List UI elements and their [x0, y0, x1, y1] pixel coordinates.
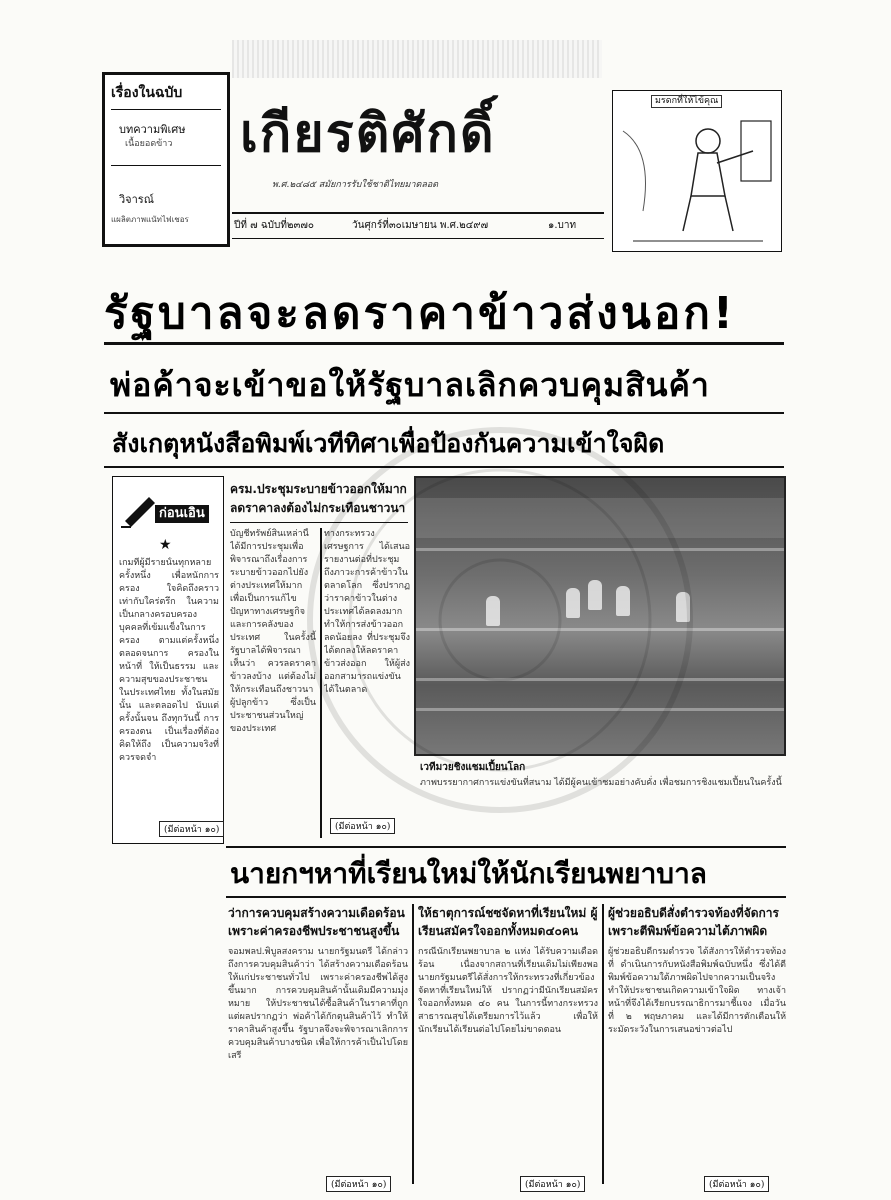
masthead	[232, 40, 607, 250]
photo-caption-body: ภาพบรรยากาศการแข่งขันที่สนาม ได้มีผู้คนเข้าชมอย่างคับคั่ง เพื่อชมการชิงแชมเปี้ยนในครั้งนี้	[420, 778, 782, 788]
rice-body-a: บัญชีทรัพย์สินเหล่านี้ ได้มีการประชุมเพื่อพิจารณาถึงเรื่องการระบายข้าวออกไปยังต่างประเทศให้มาก เพื่อเป็นการแก้ไขปัญหาทางเศรษฐกิจ และการคลังของประเทศ ในครั้งนี้ รัฐบาลได้พิจารณาเห็นว่า ควรลดราคาข้าวลงบ้าง แต่ต้องไม่ให้กระเทือนถึงชาวนา ผู้ปลูกข้าว ซึ่งเป็นประชาชนส่วนใหญ่ของประเทศ	[230, 529, 316, 734]
column-left-continued[interactable]: (มีต่อหน้า ๑๐)	[159, 821, 224, 837]
bottom-col1-headline: ว่าการควบคุมสร้างความเดือดร้อน เพราะค่าครองชีพประชาชนสูงขึ้น	[228, 906, 405, 938]
bottom-col2-body: กรณีนักเรียนพยาบาล ๒ แห่ง ได้รับความเดือดร้อน เนื่องจากสถานที่เรียนเดิมไม่เพียงพอ นายกรัฐมนตรีได้สั่งการให้กระทรวงที่เกี่ยวข้องจัดหาที่เรียนใหม่ให้ ปรากฏว่ามีนักเรียนสมัครใจออกทั้งหมด ๔๐ คน ในการนี้ทางกระทรวงสาธารณสุขได้เตรียมการไว้แล้ว เพื่อให้นักเรียนได้เรียนต่อไปโดยไม่ขาดตอน	[418, 947, 598, 1035]
star-icon: ★	[159, 537, 172, 553]
contents-box	[102, 72, 230, 247]
headline-fourth: นายกฯหาที่เรียนใหม่ให้นักเรียนพยาบาล	[230, 857, 707, 890]
column-left-title: ก่อนเอิน	[155, 505, 209, 523]
headline-second: พ่อค้าจะเข้าขอให้รัฐบาลเลิกควบคุมสินค้า	[110, 366, 710, 404]
cartoon-drawing	[613, 91, 779, 249]
rice-sub-headline: ครม.ประชุมระบายข้าวออกให้มาก ลดราคาลงต้องไม่กระเทือนชาวนา	[230, 482, 407, 515]
contents-item-2-sub: แผลิตภาพแนัทไฟเชอร	[111, 215, 189, 224]
masthead-title: เกียรติศักดิ์	[240, 104, 496, 164]
rice-continued[interactable]: (มีต่อหน้า ๑๐)	[330, 818, 395, 834]
contents-item-2[interactable]: วิจารณ์	[119, 193, 154, 206]
bottom-col2-headline: ให้ธาตุการณ์ชซจัดหาที่เรียนใหม่ ผู้เรียนสมัครใจออกทั้งหมด๔๐คน	[418, 906, 598, 938]
contents-item-1-sub: เนื้อยอดข้าว	[125, 139, 173, 149]
bottom-col2-continued[interactable]: (มีต่อหน้า ๑๐)	[520, 1176, 585, 1192]
pen-icon	[119, 491, 159, 529]
column-left-label	[119, 491, 215, 531]
contents-item-1[interactable]: บทความพิเศษ	[119, 123, 186, 136]
photo-caption-title: เวทีมวยชิงแชมเปี้ยนโลก	[420, 762, 526, 773]
boxing-photo	[414, 476, 786, 756]
cartoon-panel	[612, 90, 782, 252]
cartoon-caption: มรดกที่ให้ไข้คุณ	[651, 95, 722, 108]
bottom-col1-body: จอมพลป.พิบูลสงคราม นายกรัฐมนตรี ได้กล่าวถึงการควบคุมสินค้าว่า ได้สร้างความเดือดร้อนให้แก่ประชาชนทั่วไป เพราะค่าครองชีพได้สูงขึ้นมาก การควบคุมสินค้านั้นเดิมมีความมุ่งหมาย ให้ประชาชนได้ซื้อสินค้าในราคาที่ถูก แต่ผลปรากฏว่า พ่อค้าได้กักตุนสินค้าไว้ ทำให้ราคาสินค้าสูงขึ้น รัฐบาลจึงจะพิจารณาเลิกการควบคุมสินค้าบางชนิด เพื่อให้การค้าเป็นไปโดยเสรี	[228, 947, 408, 1061]
headline-third: สังเกตุหนังสือพิมพ์เวทีทิศาเพื่อป้องกันความเข้าใจผิด	[112, 429, 665, 458]
contents-heading: เรื่องในฉบับ	[111, 85, 183, 101]
issue-date: วันศุกร์ที่๓๐เมษายน พ.ศ.๒๔๙๗	[352, 220, 489, 231]
issue-price: ๑.บาท	[548, 220, 577, 231]
bottom-col3-body: ผู้ช่วยอธิบดีกรมตำรวจ ได้สั่งการให้ตำรวจท้องที่ ดำเนินการกับหนังสือพิมพ์ฉบับหนึ่ง ซึ่งได้ตีพิมพ์ข้อความใต้ภาพผิดไปจากความเป็นจริง ทำให้ประชาชนเกิดความเข้าใจผิด ทางเจ้าหน้าที่จึงได้เรียกบรรณาธิการมาชี้แจง เมื่อวันที่ ๒ พฤษภาคม และได้มีการตักเตือนให้ระมัดระวังในการเสนอข่าวต่อไป	[608, 947, 786, 1035]
bottom-col1-continued[interactable]: (มีต่อหน้า ๑๐)	[326, 1176, 391, 1192]
issue-number: ปีที่ ๗ ฉบับที่๒๓๗๐	[234, 220, 314, 231]
bottom-col3-headline: ผู้ช่วยอธิบดีสั่งตำรวจท้องที่จัดการ เพราะตีพิมพ์ข้อความไต้ภาพผิด	[608, 906, 779, 938]
column-left-body: เกมที่ผู้มีรายนั้นทุกหลาย ครั้งหนึ่ง เพื่อหนักการครอง ใจคิดถึงคราว เท่ากับใคร่ตรึก ในความ เป็นกลางครอบครอง บุคคลที่เข้มแข็งในการครอง ตามแต่ครั้งหนึ่ง ตลอดจนการ ครองในหน้าที่ ให้เป็นธรรม และความสุขของประชาชน ในประเทศไทย ทั้งในสมัยนั้น และตลอดไป นับแต่ครั้งนั้นจน ถึงทุกวันนี้ การครองตน เป็นเรื่องที่ต้องคิดให้ถึง เป็นความจริงที่ควรจดจำ	[119, 558, 219, 763]
column-left-box	[112, 476, 224, 844]
masthead-tagline: พ.ศ.๒๔๘๕ สมัยการรับใช้ชาติไทยมาตลอด	[272, 180, 439, 190]
headline-main: รัฐบาลจะลดราคาข้าวส่งนอก!	[104, 288, 736, 339]
bottom-col3-continued[interactable]: (มีต่อหน้า ๑๐)	[704, 1176, 769, 1192]
rice-body-b: ทางกระทรวงเศรษฐการ ได้เสนอรายงานต่อที่ประชุม ถึงภาวะการค้าข้าวในตลาดโลก ซึ่งปรากฏว่าราคาข้าวในต่างประเทศได้ลดลงมาก ทำให้การส่งข้าวออกลดน้อยลง ที่ประชุมจึงได้ตกลงให้ลดราคาข้าวส่งออก ให้ผู้ส่งออกสามารถแข่งขันได้ในตลาด	[324, 529, 410, 695]
